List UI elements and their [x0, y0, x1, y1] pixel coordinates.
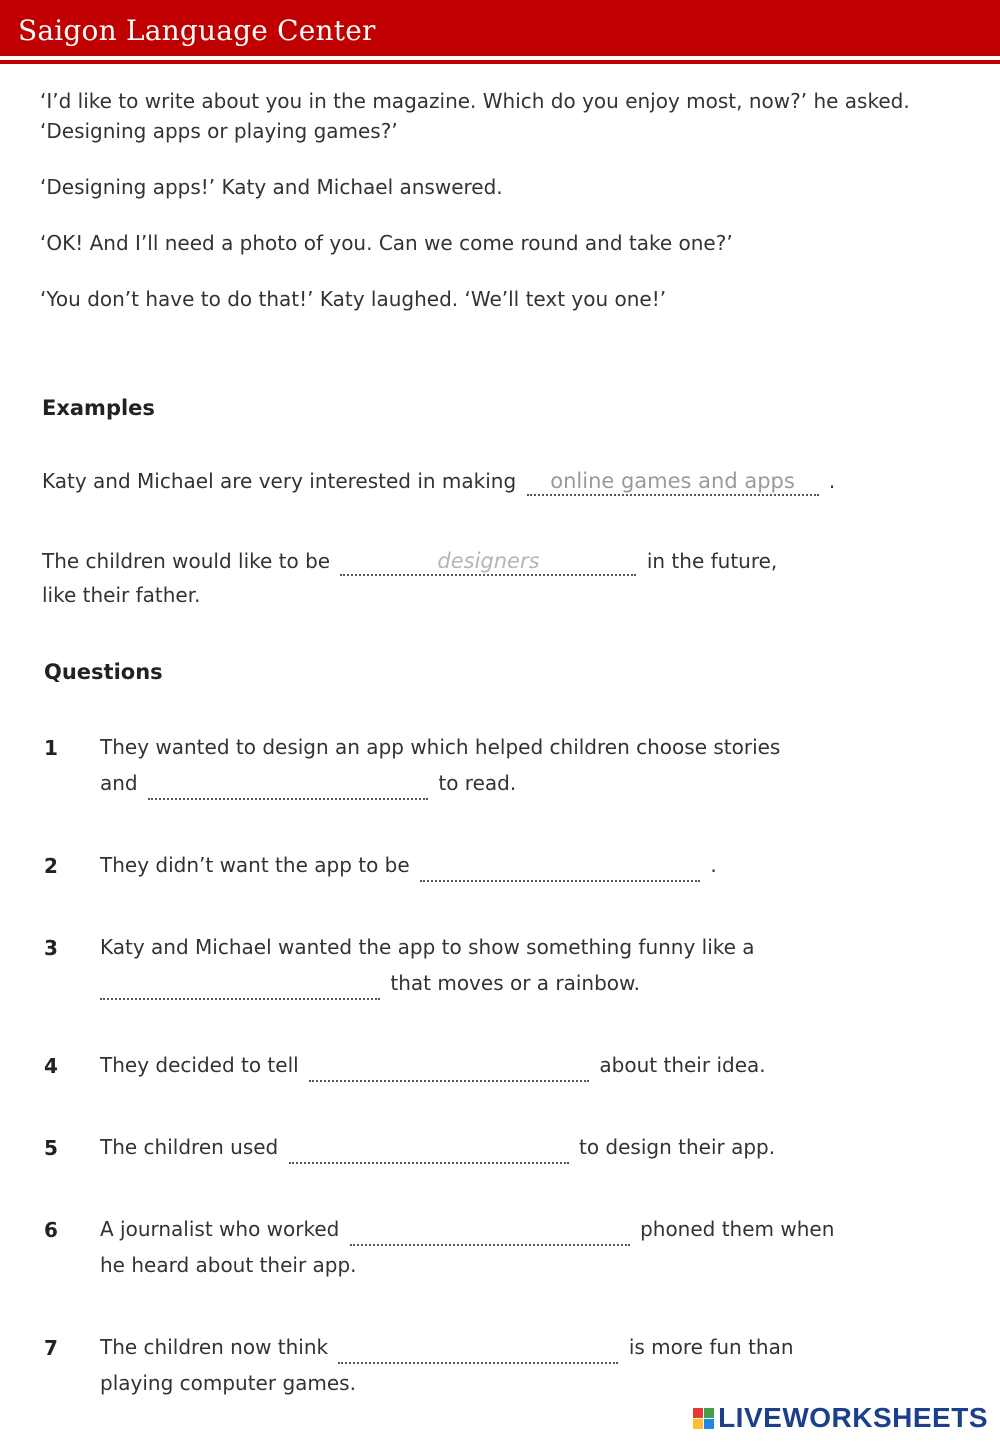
question-7-line2: playing computer games.	[100, 1371, 356, 1395]
question-number: 4	[44, 1054, 58, 1078]
question-1-line1: They wanted to design an app which helped children choose stories	[100, 735, 781, 759]
answer-input-1[interactable]	[148, 772, 428, 800]
header-title: Saigon Language Center	[18, 14, 376, 47]
example-2-text-after: in the future,	[646, 549, 778, 573]
examples-heading: Examples	[42, 396, 155, 420]
example-1	[42, 464, 835, 498]
example-1-text-after: .	[828, 469, 836, 493]
question-2	[100, 847, 717, 883]
story-paragraph: ‘You don’t have to do that!’ Katy laughed. ‘We’ll text you one!’	[40, 287, 667, 311]
question-number: 3	[44, 936, 58, 960]
logo-square	[704, 1419, 714, 1429]
question-6-line1	[100, 1211, 834, 1247]
liveworksheets-logo-text: LIVEWORKSHEETS	[718, 1402, 988, 1433]
question-number: 7	[44, 1336, 58, 1360]
question-1	[100, 729, 780, 801]
header-bar	[0, 0, 1000, 56]
story-paragraph: ‘Designing apps!’ Katy and Michael answered.	[40, 175, 503, 199]
header-divider	[0, 60, 1000, 64]
logo-square	[693, 1408, 703, 1418]
logo-square	[693, 1419, 703, 1429]
question-6	[100, 1211, 834, 1283]
example-1-text-before: Katy and Michael are very interested in making	[42, 469, 517, 493]
question-2-text-before: They didn’t want the app to be	[100, 853, 410, 877]
question-6-text-after: phoned them when	[640, 1217, 835, 1241]
question-7-text-before: The children now think	[100, 1335, 329, 1359]
question-3-line1: Katy and Michael wanted the app to show something funny like a	[100, 935, 755, 959]
answer-input-7[interactable]	[338, 1336, 618, 1364]
story-passage	[40, 86, 920, 340]
question-7	[100, 1329, 794, 1401]
question-4-text-before: They decided to tell	[100, 1053, 299, 1077]
question-1-line2	[100, 765, 780, 801]
logo-square	[704, 1408, 714, 1418]
example-2	[42, 544, 777, 578]
question-4	[100, 1047, 766, 1083]
question-2-text-after: .	[710, 853, 717, 877]
liveworksheets-logo[interactable]	[693, 1402, 988, 1434]
liveworksheets-logo-icon	[693, 1408, 714, 1429]
question-5	[100, 1129, 775, 1165]
question-3-line2	[100, 965, 755, 1001]
question-6-line2: he heard about their app.	[100, 1253, 357, 1277]
story-paragraph: ‘OK! And I’ll need a photo of you. Can we come round and take one?’	[40, 231, 733, 255]
question-number: 2	[44, 854, 58, 878]
answer-input-5[interactable]	[289, 1136, 569, 1164]
question-1-text-before: and	[100, 771, 138, 795]
example-2-text-before: The children would like to be	[42, 549, 331, 573]
answer-input-2[interactable]	[420, 854, 700, 882]
question-1-text-after: to read.	[438, 771, 517, 795]
question-number: 6	[44, 1218, 58, 1242]
example-1-answer: online games and apps	[527, 468, 819, 496]
question-7-line1	[100, 1329, 794, 1365]
question-6-text-before: A journalist who worked	[100, 1217, 340, 1241]
example-2-answer: designers	[340, 548, 636, 576]
question-3	[100, 929, 755, 1001]
question-7-text-after: is more fun than	[628, 1335, 794, 1359]
example-2-line2: like their father.	[42, 583, 201, 607]
answer-input-6[interactable]	[350, 1218, 630, 1246]
question-3-text-after: that moves or a rainbow.	[390, 971, 640, 995]
answer-input-3[interactable]	[100, 972, 380, 1000]
question-number: 1	[44, 736, 58, 760]
question-4-text-after: about their idea.	[599, 1053, 766, 1077]
question-number: 5	[44, 1136, 58, 1160]
answer-input-4[interactable]	[309, 1054, 589, 1082]
question-5-text-after: to design their app.	[578, 1135, 776, 1159]
questions-heading: Questions	[44, 660, 163, 684]
question-5-text-before: The children used	[100, 1135, 279, 1159]
story-paragraph: ‘I’d like to write about you in the magazine. Which do you enjoy most, now?’ he asked. ‘Designing apps or playing games?’	[40, 89, 910, 143]
